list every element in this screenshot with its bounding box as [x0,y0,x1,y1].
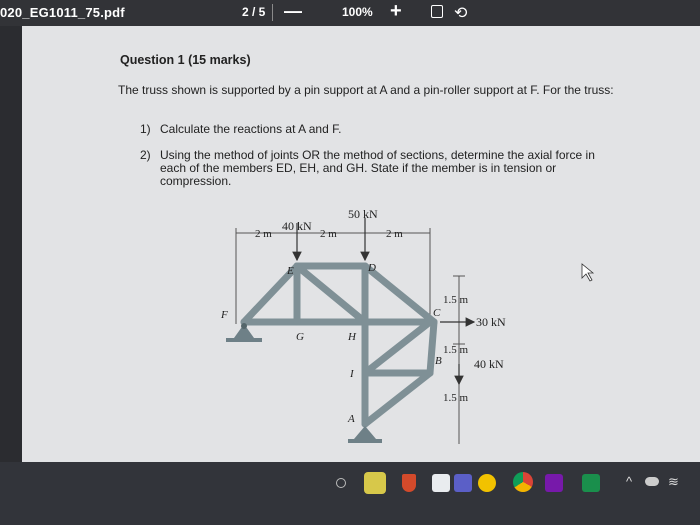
pdf-page [22,26,700,462]
zoom-out-button[interactable]: — [284,1,302,21]
node-e: E [287,265,294,277]
dim-label-h3: 1.5 m [443,392,469,404]
mouse-cursor-icon [582,264,593,281]
dim-label-2: 2 m [320,228,337,240]
node-f: F [221,309,228,321]
item-1-number: 1) [140,122,151,136]
page-indicator[interactable]: 2 / 5 [242,5,266,19]
load-40-top-label: 40 kN [282,219,312,233]
node-b: B [435,355,442,367]
calendar-icon[interactable] [478,474,496,492]
dim-label-h2: 1.5 m [443,344,469,356]
pin-support-a [348,426,382,443]
pdf-toolbar [0,0,700,26]
office-icon[interactable] [432,474,450,492]
store-icon[interactable] [582,474,600,492]
node-d: D [368,262,376,274]
fit-page-icon[interactable] [431,5,443,18]
wifi-icon[interactable]: ≋ [668,474,679,489]
file-title: 020_EG1011_75.pdf [0,5,125,20]
taskbar [0,462,700,525]
chevron-up-icon[interactable]: ^ [626,474,633,489]
dim-label-1: 2 m [255,228,272,240]
node-h: H [348,331,356,343]
node-c: C [433,307,441,319]
chrome-icon[interactable] [513,472,533,492]
load-30-label: 30 kN [476,315,506,329]
truss-members [244,266,434,424]
pin-roller-support-f [226,323,262,342]
zoom-in-button[interactable]: + [390,0,402,22]
item-2-text: Using the method of joints OR the method of sections, determine the axial force in each of the members ED, EH, and GH. State if the member is in tension or compression. [160,148,595,188]
defender-icon[interactable] [402,474,416,492]
toolbar-divider [272,4,273,21]
member-ab [365,373,430,424]
horizontal-dimensions [236,228,430,324]
rotate-icon[interactable]: ⟲ [454,5,468,22]
load-50-label: 50 kN [348,207,378,221]
member-ic [365,322,430,373]
cloud-icon[interactable] [645,477,659,486]
onenote-icon[interactable] [545,474,563,492]
node-i: I [350,368,354,380]
node-a: A [348,413,355,425]
truss-diagram [22,26,700,462]
zoom-level: 100% [342,5,373,19]
dim-label-3: 2 m [386,228,403,240]
dim-label-h1: 1.5 m [443,294,469,306]
item-1-text: Calculate the reactions at A and F. [160,122,342,136]
start-icon[interactable] [364,472,386,494]
member-eh [297,266,365,322]
item-2-number: 2) [140,148,151,162]
member-dc [365,266,434,322]
intro-text: The truss shown is supported by a pin support at A and a pin-roller support at F. For the truss: [118,83,614,97]
question-heading: Question 1 (15 marks) [120,53,251,67]
node-g: G [296,331,304,343]
load-40-right-label: 40 kN [474,357,504,371]
teams-icon[interactable] [454,474,472,492]
search-icon[interactable] [336,478,346,488]
member-cb [430,322,434,373]
